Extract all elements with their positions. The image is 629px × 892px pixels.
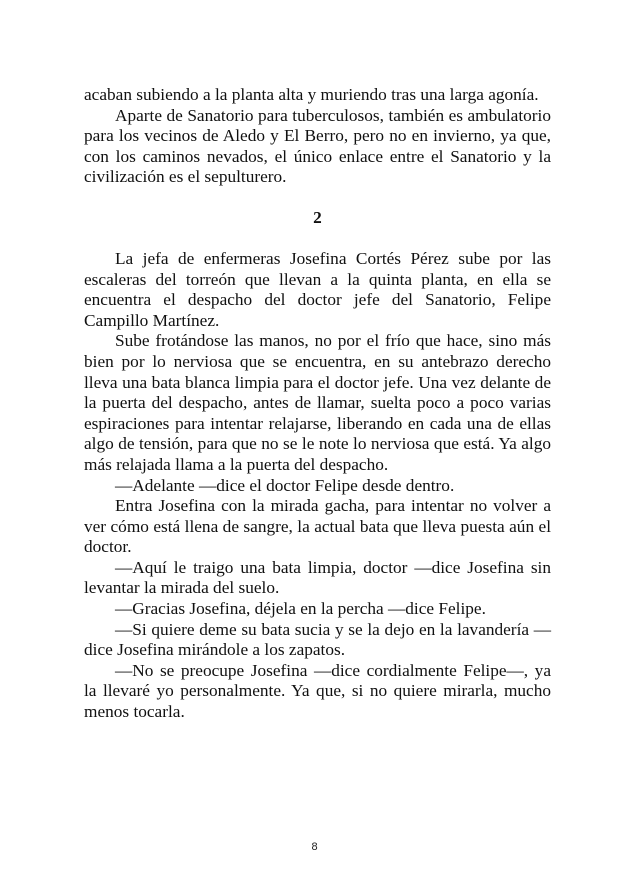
dialogue-line: —No se preocupe Josefina —dice cordialmente Felipe—, ya la llevaré yo personalmente. Ya que, si no quiere mirarla, mucho menos tocarla. xyxy=(84,660,551,722)
paragraph: Aparte de Sanatorio para tuberculosos, también es ambulatorio para los vecinos de Aledo y El Berro, pero no en invierno, ya que, con los caminos nevados, el único enlace entre el Sanatorio y la civilización es el sepulturero. xyxy=(84,105,551,187)
page-body xyxy=(84,85,551,723)
page-number: 8 xyxy=(311,841,318,853)
paragraph: La jefa de enfermeras Josefina Cortés Pérez sube por las escaleras del torreón que llevan a la quinta planta, en ella se encuentra el despacho del doctor jefe del Sanatorio, Felipe Campillo Martínez. xyxy=(84,248,551,330)
paragraph: acaban subiendo a la planta alta y muriendo tras una larga agonía. xyxy=(84,85,539,104)
paragraph: Entra Josefina con la mirada gacha, para intentar no volver a ver cómo está llena de sangre, la actual bata que lleva puesta aún el doctor. xyxy=(84,496,551,557)
paragraph: Sube frotándose las manos, no por el frío que hace, sino más bien por lo nerviosa que se encuentra, en su antebrazo derecho lleva una bata blanca limpia para el doctor jefe. Una vez delante de la puerta del despacho, antes de llamar, suelta poco a poco varias espiraciones para intentar relajarse, liberando en cada una de ellas algo de tensión, para que no se le note lo nerviosa que está. Ya algo más relajada llama a la puerta del despacho. xyxy=(84,331,551,474)
dialogue-line: —Si quiere deme su bata sucia y se la dejo en la lavandería —dice Josefina mirándole a los zapatos. xyxy=(84,619,551,660)
dialogue-line: —Adelante —dice el doctor Felipe desde dentro. xyxy=(115,475,455,495)
dialogue-line: —Aquí le traigo una bata limpia, doctor —dice Josefina sin levantar la mirada del suelo. xyxy=(84,557,551,598)
chapter-heading: 2 xyxy=(313,207,322,227)
dialogue-line: —Gracias Josefina, déjela en la percha —dice Felipe. xyxy=(115,599,486,619)
